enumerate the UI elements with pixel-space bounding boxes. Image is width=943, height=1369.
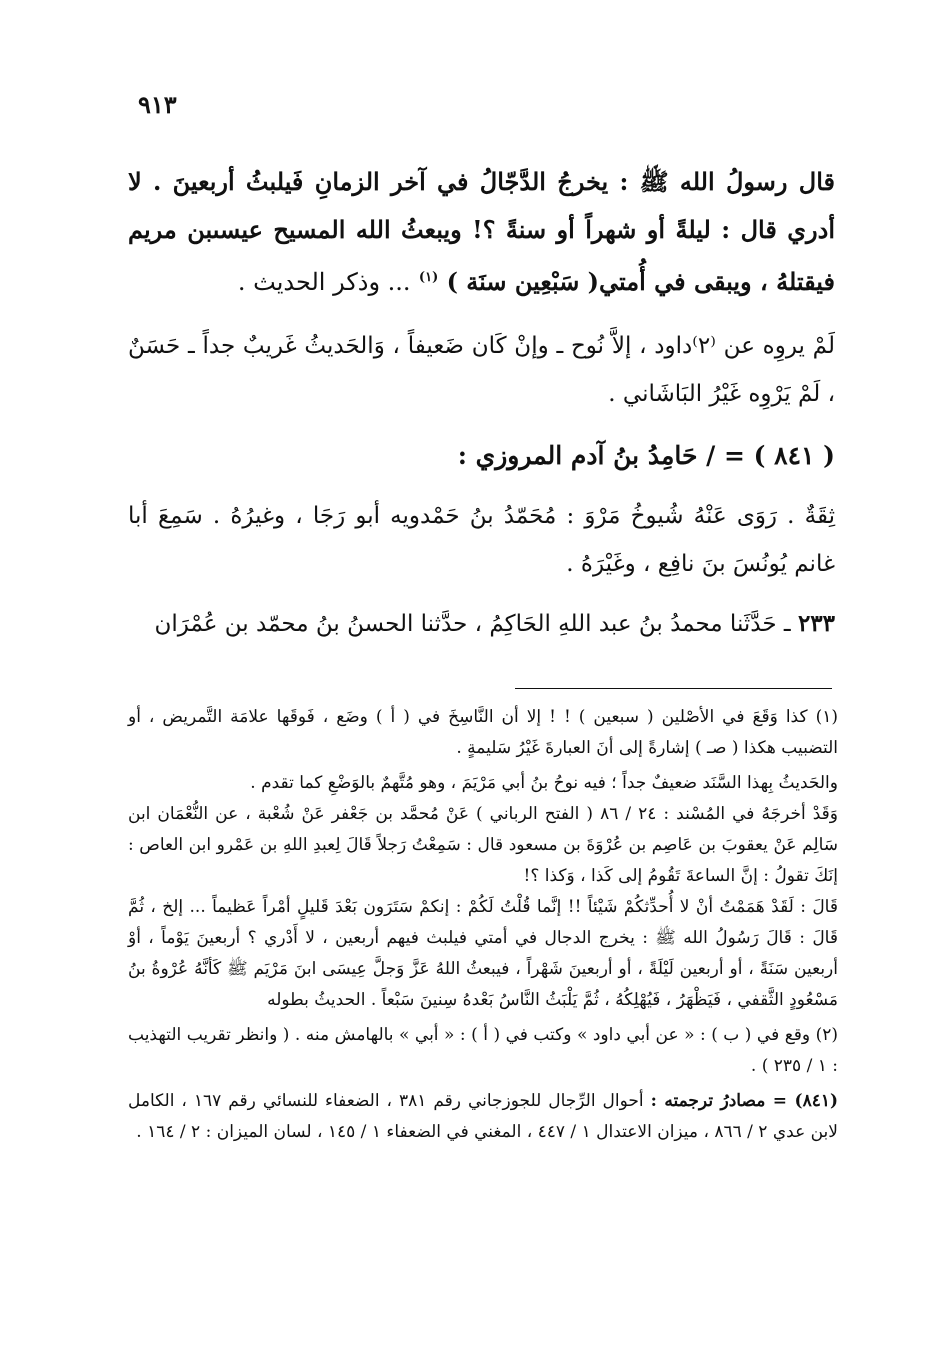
page-number: ٩١٣ bbox=[138, 90, 177, 119]
footnote-1-paragraph-4: قَالَ : لَقَدْ هَمَمْتُ أنْ لا أُحدِّثكُمْ شَيْئاً !! إنَّما قُلْتُ لَكُمْ : إنكمْ سَتَرَون بَعْدَ قَليلٍ أمْراً عَظيماً ... إلخ ، ثُمَّ قَالَ : قَالَ رَسُولُ الله ﷺ : يخرج الدجال في أمتي فيلبث فيهم أربعين ، لا أَدْري ؟ أربعينَ يَوْماً ، أوْ أربعين سَنَةً ، أو أربعين لَيْلَةً ، أو أربعينَ شَهْراً ، فيبعثُ اللهُ عَزَّ وَجلَّ عِيسَى ابنَ مَرْيَم ﷺ كَأنَّهُ عُرْوةُ بنُ مَسْعُودٍ الثَّقفي ، فَيَظْهَرُ ، فَيُهْلِكُهُ ، ثُمَّ يَلْبَثُ النَّاسُ بَعْدهُ سِنينَ سَبْعاً . الحديثُ بطوله bbox=[128, 897, 838, 1010]
footnote-2-label: (٢) bbox=[815, 1025, 839, 1045]
isnad-number: ٢٣٣ bbox=[797, 610, 835, 637]
footnote-separator bbox=[515, 688, 832, 689]
hadith-paragraph bbox=[128, 158, 835, 306]
footnotes-block bbox=[128, 702, 838, 1152]
hadith-text: قال رسولُ الله ﷺ : يخرجُ الدَّجّالُ في آخر الزمانِ فَيلبثُ أربعينَ . لا أدري قال : ليلةً أو شهراً أو سنةً ؟! ويبعثُ الله المسيح عيسىبن مريم فيقتلهُ ، ويبقى في أُمتي( سَبْعِين سنَة ) bbox=[128, 167, 835, 296]
footnote-841 bbox=[128, 1086, 838, 1148]
footnote-1-label: (١) bbox=[815, 707, 838, 727]
hadith-tail: ... وذكر الحديث . bbox=[237, 268, 411, 296]
footnote-1-paragraph-2: والحَديثُ بِهذا السَّنَد ضعيفٌ جداً ؛ فيه نوحُ بنُ أبي مَرْيَمَ ، وهو مُتَّهمٌ بالوَضْعِ كما تقدم . bbox=[250, 773, 838, 793]
footnote-841-label: (٨٤١) = مصادرُ ترجمته : bbox=[650, 1091, 839, 1111]
footnote-1-text: كذا وَقَعَ في الأصْلين ( سبعين ) ! ! إلا أن النَّاسِخَ في ( أ ) وضَع ، فَوقَها علامَة التَّمريض ، أو التضبيب هكذا ( صـ ) إشارةً إلى أنَ العبارةَ غَيْرُ سَليمةٍ . bbox=[128, 707, 838, 758]
biography-paragraph: ثِقَةٌ . رَوَى عَنْهُ شُيوخُ مَرْوَ : مُحَمّدُ بنُ حَمْدويه أبو رَجَا ، وغيرُهُ . سَمِعَ أبا غانم يُونُسَ بنَ نافِع ، وغَيْرَهُ . bbox=[128, 503, 835, 577]
footnote-841-text: أحوال الرِّجال للجوزجاني رقم ٣٨١ ، الضعفاء للنسائي رقم ١٦٧ ، الكامل لابن عدي ٢ / ٨٦٦ ، ميزان الاعتدال ١ / ٤٤٧ ، المغني في الضعفاء ١ / ١٤٥ ، لسان الميزان : ٢ / ١٦٤ . bbox=[128, 1091, 838, 1142]
entry-heading: ( ٨٤١ ) = / حَامِدُ بنُ آدم المروزي : bbox=[457, 441, 835, 470]
footnote-2-text: وقع في ( ب ) : « عن أبي داود » وكتب في ( أ ) : « أبي » بالهامش منه . ( وانظر تقريب التهذيب : ١ / ٢٣٥ ) . bbox=[128, 1025, 838, 1076]
isnad-text: ـ حَدَّثَنا محمدُ بنُ عبد اللهِ الحَاكِمُ ، حدَّثنا الحسنُ بنُ محمّد بن عُمْرَان bbox=[154, 611, 791, 637]
footnote-1 bbox=[128, 702, 838, 764]
footnote-1-paragraph-3: وَقَدْ أخرجَهُ في المُسْند : ٢٤ / ٨٦ ( الفتح الرباني ) عَنْ مُحمَّد بن جَعْفر عَنْ شُعْبة ، عن النُّعْمَان ابن سَالِم عَنْ يعقوبَ بن عَاصِم بن عُرْوَةَ بن مسعود قال : سَمِعْتُ رَجلاً قَالَ لِعبدِ اللهِ بن عَمْرو ابن العاص : إنَكَ تقولُ : إنَّ الساعةَ تَقُومُ إلى كَذا ، وَكذا ؟! bbox=[128, 804, 839, 886]
commentary-paragraph: لَمْ يروِه عن ⁽٢⁾داود ، إلاَّ نُوح ـ وإنْ كَان ضَعيفاً ، وَالحَديثُ غَريبٌ جداً ـ حَسَنٌ ، لَمْ يَرْوِه غَيْرُ البَاشَاني . bbox=[128, 333, 835, 407]
isnad-paragraph bbox=[128, 600, 835, 648]
footnote-2 bbox=[128, 1020, 838, 1082]
footnote-marker-1: (١) bbox=[418, 270, 439, 285]
main-text-block bbox=[128, 158, 835, 648]
